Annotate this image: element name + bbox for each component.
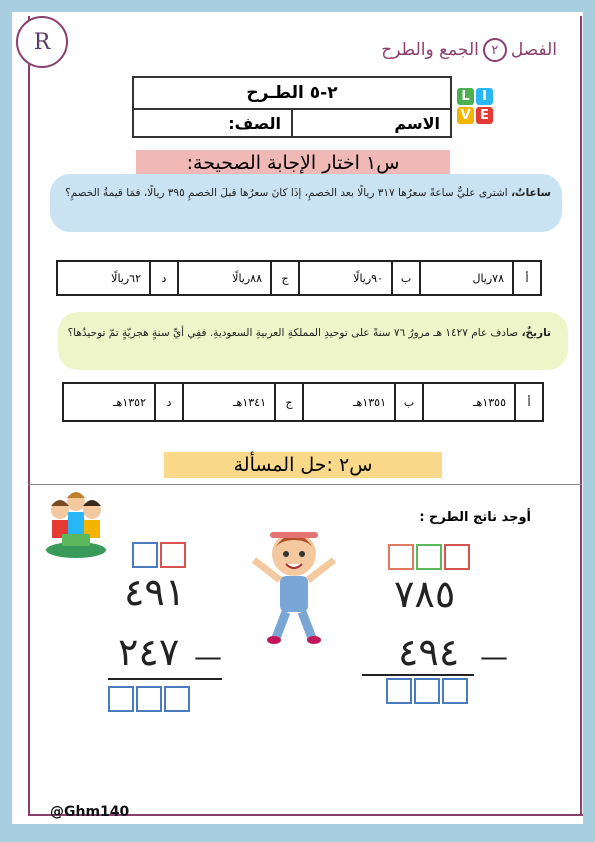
question-1b-text <box>41 320 551 346</box>
option-d[interactable]: ١٣٥٢هـ <box>113 395 146 409</box>
school-logo <box>16 16 68 68</box>
question-2-banner: س٢ :حل المسألة <box>164 452 442 478</box>
left-answer-box-1[interactable] <box>108 686 134 712</box>
left-carry-box-1[interactable] <box>132 542 158 568</box>
option-key-d: د <box>154 384 182 420</box>
name-field[interactable]: الاسم <box>291 110 450 138</box>
question-1a-text <box>41 180 551 206</box>
live-letter-v: V <box>457 107 474 124</box>
lesson-title-table <box>132 76 452 138</box>
right-answer-box-2[interactable] <box>414 678 440 704</box>
chapter-number: ٢ <box>483 38 507 62</box>
right-carry-box-2[interactable] <box>416 544 442 570</box>
right-answer-box-1[interactable] <box>386 678 412 704</box>
option-b[interactable]: ١٣٥١هـ <box>302 384 394 420</box>
right-answer-line <box>362 674 474 676</box>
worksheet-page <box>12 12 583 824</box>
chapter-word: الفصل <box>510 40 557 60</box>
live-letter-l: L <box>457 88 474 105</box>
right-answer-box-3[interactable] <box>442 678 468 704</box>
question-1b-options <box>62 382 544 422</box>
option-key-b: ب <box>394 384 422 420</box>
chapter-header <box>381 38 557 62</box>
left-answer-box-2[interactable] <box>136 686 162 712</box>
question-1b-lead: تاريخٌ، <box>521 327 551 339</box>
right-carry-box-1[interactable] <box>388 544 414 570</box>
option-b[interactable]: ٩٠ريالًا <box>298 262 391 294</box>
right-answer-boxes <box>386 678 468 704</box>
option-a[interactable]: ١٣٥٥هـ <box>422 384 514 420</box>
chapter-title: الجمع والطرح <box>381 40 479 60</box>
option-key-b: ب <box>391 262 419 294</box>
page-frame-right <box>580 16 582 816</box>
left-carry-box-2[interactable] <box>160 542 186 568</box>
logo-letter: R <box>33 29 51 55</box>
option-key-c: ج <box>270 262 298 294</box>
girl-illustration <box>246 520 342 650</box>
subtraction-instruction: أوجد ناتج الطرح : <box>419 510 531 525</box>
option-a[interactable]: ٧٨ريال <box>419 262 512 294</box>
question-1-banner: س١ اختار الإجابة الصحيحة: <box>136 150 450 176</box>
live-letter-e: E <box>476 107 493 124</box>
right-subtrahend: ٤٩٤ <box>398 630 460 674</box>
left-answer-box-3[interactable] <box>164 686 190 712</box>
live-letter-i: I <box>476 88 493 105</box>
question-1b-body: صادف عام ١٤٢٧ هـ مرورُ ٧٦ سنةً على توحيدِ المملكةِ العربيةِ السعوديةِ. ففِي أيِّ سنةٍ هجريّةٍ تمّ توحيدُها؟ <box>67 327 522 339</box>
left-subtrahend: ٢٤٧ <box>118 630 180 674</box>
left-answer-boxes <box>108 686 190 712</box>
class-field[interactable]: الصف: <box>228 114 281 133</box>
right-carry-boxes <box>388 544 470 570</box>
option-key-d: د <box>149 262 177 294</box>
option-key-a: أ <box>514 384 542 420</box>
right-minuend: ٧٨٥ <box>394 572 456 616</box>
question-1a-options <box>56 260 542 296</box>
option-c[interactable]: ١٣٤١هـ <box>182 384 274 420</box>
option-d[interactable]: ٦٢ريالًا <box>111 271 141 285</box>
question-1a-body: اشترى عليٌّ ساعةً سعرُها ٣١٧ ريالًا بعد الخصمِ، إذَا كانَ سعرُها قبلَ الخصمِ ٣٩٥ ريالًا، فمَا قيمةُ الخصمِ؟ <box>65 187 512 199</box>
author-handle: @Ghm140 <box>50 804 130 820</box>
lesson-title: ٢-٥ الطـرح <box>134 78 450 110</box>
question-1a-lead: ساعاتٌ، <box>511 187 551 199</box>
option-key-a: أ <box>512 262 540 294</box>
children-reading-illustration <box>40 482 112 562</box>
right-carry-box-3[interactable] <box>444 544 470 570</box>
right-minus-sign: — <box>480 640 508 673</box>
left-answer-line <box>108 678 222 680</box>
left-carry-boxes <box>132 542 186 568</box>
left-minus-sign: — <box>194 640 222 673</box>
option-key-c: ج <box>274 384 302 420</box>
left-minuend: ٤٩١ <box>124 570 186 614</box>
option-c[interactable]: ٨٨ريالًا <box>177 262 270 294</box>
